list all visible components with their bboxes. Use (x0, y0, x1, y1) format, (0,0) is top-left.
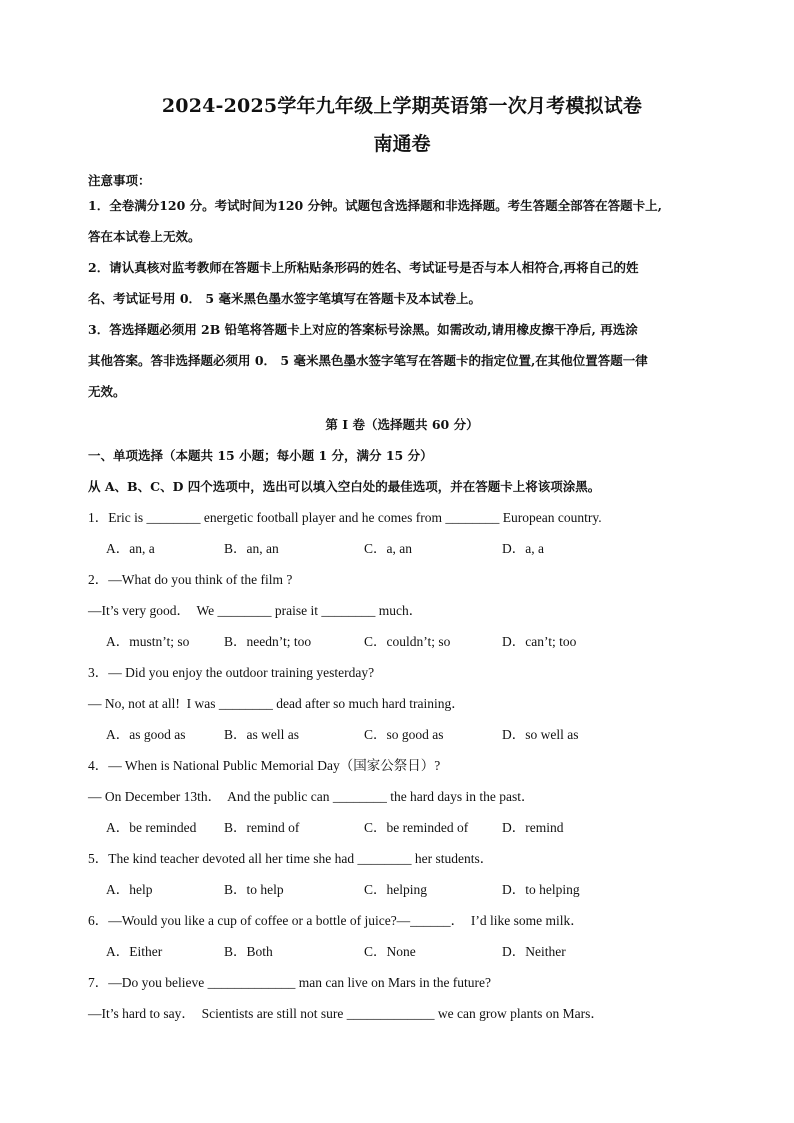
answer-option: B．as well as (224, 727, 299, 742)
question-stem: 4．— When is National Public Memorial Day（国家公祭日）? (88, 758, 441, 773)
question-list (88, 502, 716, 1029)
section-instruction: 从 A、B、C、D 四个选项中，选出可以填入空白处的最佳选项，并在答题卡上将该项涂黑。 (88, 479, 601, 494)
part-heading: 第 I 卷（选择题共 60 分） (325, 417, 479, 432)
answer-option: A．help (106, 882, 153, 897)
answer-option: C．so good as (364, 727, 444, 742)
answer-option: B．remind of (224, 820, 300, 835)
answer-option: B．to help (224, 882, 284, 897)
answer-options (88, 812, 716, 843)
answer-option: D．a, a (502, 541, 544, 556)
answer-option: A．be reminded (106, 820, 197, 835)
page-title: 2024-2025学年九年级上学期英语第一次月考模拟试卷 (161, 95, 643, 117)
answer-option: A．mustn’t; so (106, 634, 190, 649)
notice-line: 1．全卷满分120 分。考试时间为120 分钟。试题包含选择题和非选择题。考生答题全部答在答题卡上, (88, 198, 662, 213)
answer-option: D．to helping (502, 882, 580, 897)
answer-option: D．can’t; too (502, 634, 577, 649)
question-dialogue-line: —It’s very good． We ________ praise it ________ much． (88, 603, 423, 618)
question-dialogue-line: — No, not at all! I was ________ dead after so much hard training． (88, 696, 465, 711)
notice-item (88, 190, 716, 252)
question (88, 502, 716, 564)
question-stem: 1．Eric is ________ energetic football player and he comes from ________ European country. (88, 510, 602, 525)
question-stem: 2．—What do you think of the film ? (88, 572, 293, 587)
notice-line: 无效。 (88, 384, 126, 399)
answer-option: C．a, an (364, 541, 412, 556)
question-stem: 6．—Would you like a cup of coffee or a bottle of juice?—______． I’d like some milk． (88, 913, 584, 928)
answer-option: C．None (364, 944, 416, 959)
answer-option: D．so well as (502, 727, 579, 742)
answer-option: B．Both (224, 944, 273, 959)
answer-option: A．an, a (106, 541, 155, 556)
answer-option: D．remind (502, 820, 564, 835)
notice-line: 2．请认真核对监考教师在答题卡上所粘贴条形码的姓名、考试证号是否与本人相符合,再将自己的姓 (88, 260, 639, 275)
answer-option: A．as good as (106, 727, 186, 742)
answer-options (88, 874, 716, 905)
notice-item (88, 252, 716, 314)
answer-option: D．Neither (502, 944, 566, 959)
question-stem: 7．—Do you believe _____________ man can live on Mars in the future? (88, 975, 492, 990)
answer-option: B．needn’t; too (224, 634, 312, 649)
page-subtitle: 南通卷 (373, 133, 431, 155)
answer-options (88, 626, 716, 657)
question (88, 967, 716, 1029)
notice-list (88, 190, 716, 407)
answer-option: C．be reminded of (364, 820, 469, 835)
question-stem: 3．— Did you enjoy the outdoor training yesterday? (88, 665, 375, 680)
notice-line: 名、考试证号用 0． 5 毫米黑色墨水签字笔填写在答题卡及本试卷上。 (88, 291, 481, 306)
answer-options (88, 719, 716, 750)
answer-option: A．Either (106, 944, 163, 959)
notice-heading: 注意事项： (88, 173, 151, 188)
question-dialogue-line: —It’s hard to say． Scientists are still not sure _____________ we can grow plants on Mars． (88, 1006, 604, 1021)
notice-line: 其他答案。答非选择题必须用 0． 5 毫米黑色墨水签字笔写在答题卡的指定位置,在其他位置答题一律 (88, 353, 648, 368)
answer-option: C．couldn’t; so (364, 634, 451, 649)
question (88, 564, 716, 657)
question-dialogue-line: — On December 13th． And the public can ________ the hard days in the past． (88, 789, 535, 804)
question (88, 843, 716, 905)
question-stem: 5．The kind teacher devoted all her time she had ________ her students． (88, 851, 494, 866)
question (88, 905, 716, 967)
notice-line: 3．答选择题必须用 2B 铅笔将答题卡上对应的答案标号涂黑。如需改动,请用橡皮擦干净后, 再选涂 (88, 322, 638, 337)
question (88, 657, 716, 750)
answer-options (88, 936, 716, 967)
answer-option: B．an, an (224, 541, 279, 556)
notice-item (88, 314, 716, 407)
question (88, 750, 716, 843)
answer-option: C．helping (364, 882, 427, 897)
section-heading: 一、单项选择（本题共 15 小题；每小题 1 分，满分 15 分） (88, 448, 433, 463)
notice-line: 答在本试卷上无效。 (88, 229, 201, 244)
answer-options (88, 533, 716, 564)
